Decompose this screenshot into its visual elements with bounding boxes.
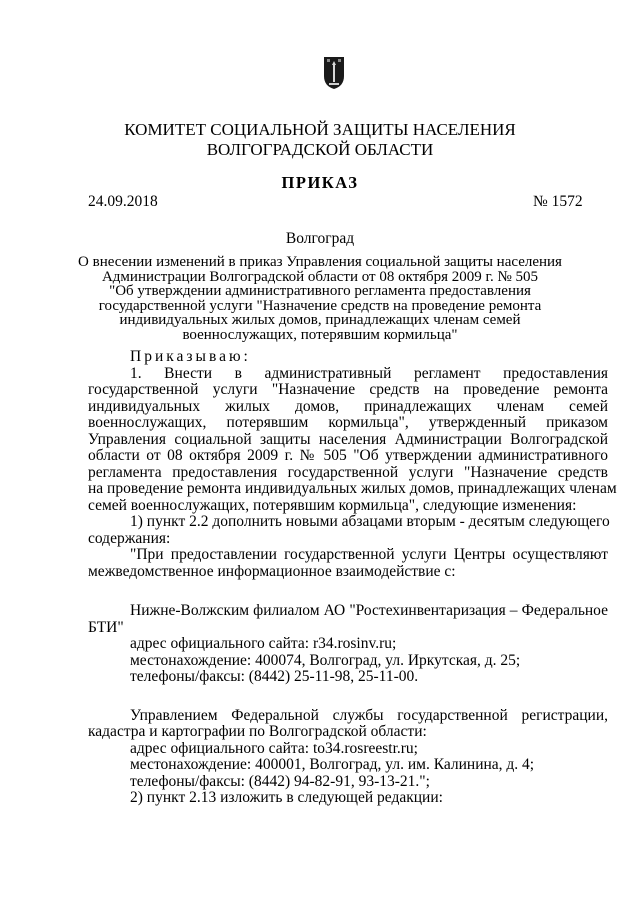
- body-line: на проведение ремонта индивидуальных жилых домов, принадлежащих членам: [88, 480, 617, 497]
- body-line: военнослужащих, потерявшим кормильца", утвержденный приказом: [88, 414, 608, 431]
- document-date: 24.09.2018: [88, 193, 158, 210]
- subject-line: государственной услуги "Назначение средств на проведение ремонта: [98, 297, 542, 314]
- body-line: семей военнослужащих, потерявшим кормильца", следующие изменения:: [88, 496, 577, 514]
- body-line: Управлением Федеральной службы государственной регистрации,: [130, 706, 608, 724]
- body-line: Нижне-Волжским филиалом АО "Ростехинвентаризация – Федеральное: [130, 602, 608, 619]
- body-line: местонахождение: 400074, Волгоград, ул. Иркутская, д. 25;: [130, 651, 521, 669]
- document-title: ПРИКАЗ: [281, 173, 359, 192]
- body-line: 2) пункт 2.13 изложить в следующей редакции:: [130, 789, 443, 806]
- document-number: № 1572: [533, 193, 583, 210]
- document-body: [88, 348, 617, 807]
- subject-line: "Об утверждении административного регламента предоставления: [109, 283, 531, 299]
- body-line: государственной услуги "Назначение средств на проведение ремонта: [88, 381, 608, 398]
- body-line: регламента предоставления государственной услуги "Назначение средств: [88, 463, 608, 481]
- body-line: "При предоставлении государственной услуги Центры осуществляют: [130, 546, 608, 563]
- subject-line: индивидуальных жилых домов, принадлежащих членам семей: [119, 312, 521, 328]
- body-line: адрес официального сайта: r34.rosinv.ru;: [130, 635, 397, 652]
- body-line: местонахождение: 400001, Волгоград, ул. им. Калинина, д. 4;: [130, 756, 535, 773]
- body-line: телефоны/факсы: (8442) 94-82-91, 93-13-21.";: [130, 772, 430, 790]
- body-line: индивидуальных жилых домов, принадлежащих членам семей: [88, 397, 608, 415]
- body-line: телефоны/факсы: (8442) 25-11-98, 25-11-00.: [130, 668, 419, 685]
- body-line: БТИ": [88, 618, 124, 636]
- body-line: Управления социальной защиты населения Администрации Волгоградской: [88, 430, 608, 448]
- subject-line: О внесении изменений в приказ Управления социальной защиты населения: [78, 254, 562, 270]
- body-line: области от 08 октября 2009 г. № 505 "Об утверждении административного: [88, 447, 608, 464]
- order-word: Приказываю:: [130, 348, 251, 365]
- coat-of-arms-icon: [323, 56, 345, 90]
- subject-line: военнослужащих, потерявшим кормильца": [182, 326, 458, 343]
- body-line: межведомственное информационное взаимодействие с:: [88, 562, 456, 580]
- organization-name-line-1: КОМИТЕТ СОЦИАЛЬНОЙ ЗАЩИТЫ НАСЕЛЕНИЯ: [124, 120, 516, 139]
- body-line: содержания:: [88, 529, 171, 547]
- body-line: кадастра и картографии по Волгоградской области:: [88, 723, 427, 740]
- organization-name-line-2: ВОЛГОГРАДСКОЙ ОБЛАСТИ: [206, 140, 434, 159]
- body-line: адрес официального сайта: to34.rosreestr.ru;: [130, 739, 418, 757]
- body-line: 1) пункт 2.2 дополнить новыми абзацами вторым - десятым следующего: [130, 513, 610, 530]
- city-name: Волгоград: [285, 230, 355, 247]
- subject-line: Администрации Волгоградской области от 08 октября 2009 г. № 505: [101, 268, 539, 285]
- body-line: 1. Внести в административный регламент предоставления: [130, 364, 608, 382]
